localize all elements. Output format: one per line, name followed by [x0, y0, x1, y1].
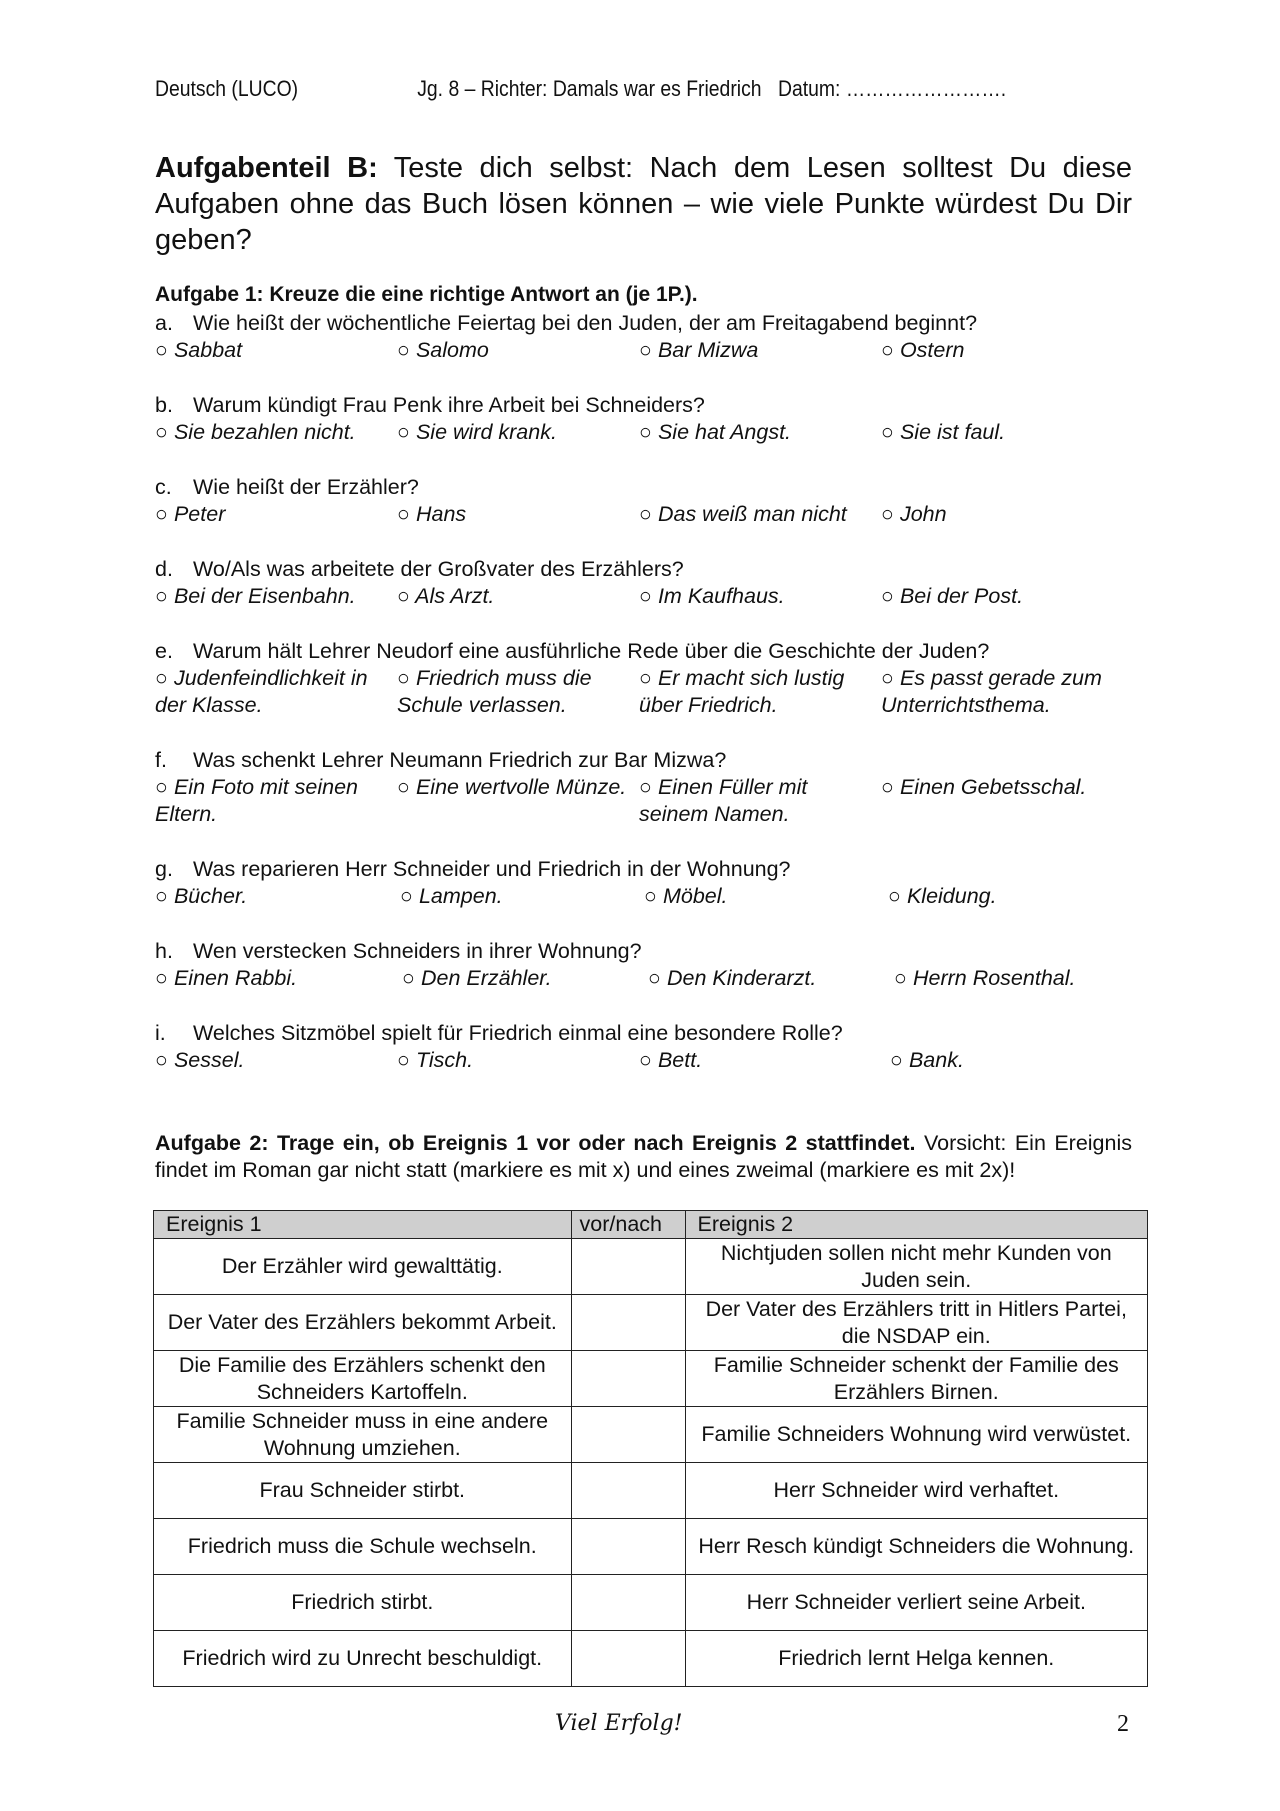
event1-cell: Familie Schneider muss in eine andere Wohnung umziehen.	[154, 1407, 572, 1463]
answer-option[interactable]: ○ Sessel.	[155, 1048, 245, 1072]
answer-option[interactable]: ○ Tisch.	[397, 1048, 474, 1072]
table-row	[154, 1463, 1148, 1519]
answer-option[interactable]: ○ John	[881, 502, 947, 526]
section-description: Teste dich selbst: Nach dem Lesen solltest Du diese Aufgaben ohne das Buch lösen können – wie viele Punkte würdest Du Dir geben?	[155, 152, 1132, 256]
question-letter: e.	[155, 639, 173, 663]
event2-cell: Herr Schneider wird verhaftet.	[685, 1463, 1147, 1519]
question-letter: d.	[155, 557, 173, 581]
question-i	[155, 1020, 1145, 1101]
page-header	[155, 76, 1026, 106]
table-header-row	[154, 1211, 1148, 1239]
question-text: Wie heißt der wöchentliche Feiertag bei den Juden, der am Freitagabend beginnt?	[193, 311, 978, 335]
answer-option[interactable]: ○ Den Kinderarzt.	[648, 966, 817, 990]
answer-option[interactable]: ○ Kleidung.	[888, 884, 997, 908]
event1-cell: Frau Schneider stirbt.	[154, 1463, 572, 1519]
question-letter: f.	[155, 748, 167, 772]
answer-option[interactable]: ○ Möbel.	[644, 884, 728, 908]
question-d	[155, 556, 1145, 637]
column-header-event1: Ereignis 1	[154, 1211, 572, 1239]
event2-cell: Familie Schneiders Wohnung wird verwüstet.	[685, 1407, 1147, 1463]
answer-option[interactable]: ○ Eine wertvolle Münze.	[397, 775, 627, 799]
table-row	[154, 1295, 1148, 1351]
event2-cell: Friedrich lernt Helga kennen.	[685, 1631, 1147, 1687]
table-row	[154, 1631, 1148, 1687]
answer-option[interactable]: ○ Einen Gebetsschal.	[881, 775, 1087, 799]
question-g	[155, 856, 1145, 937]
question-e	[155, 638, 1145, 719]
question-text: Wen verstecken Schneiders in ihrer Wohnung?	[193, 939, 642, 963]
event1-cell: Friedrich wird zu Unrecht beschuldigt.	[154, 1631, 572, 1687]
answer-option[interactable]: ○ Judenfeindlichkeit in der Klasse.	[155, 666, 368, 717]
answer-option[interactable]: ○ Einen Rabbi.	[155, 966, 298, 990]
task2-intro	[155, 1130, 1132, 1184]
answer-option[interactable]: ○ Sie wird krank.	[397, 420, 557, 444]
events-table	[153, 1210, 1148, 1687]
task2-instructions: Vorsicht: Ein Ereignis findet im Roman gar nicht statt (markiere es mit x) und eines zweimal (markiere es mit 2x)!	[155, 1131, 1132, 1182]
answer-option[interactable]: ○ Einen Füller mit seinem Namen.	[639, 775, 808, 826]
event2-cell: Der Vater des Erzählers tritt in Hitlers Partei, die NSDAP ein.	[685, 1295, 1147, 1351]
question-letter: a.	[155, 311, 173, 335]
task2-title: Aufgabe 2: Trage ein, ob Ereignis 1 vor oder nach Ereignis 2 stattfindet.	[155, 1131, 916, 1155]
question-text: Warum hält Lehrer Neudorf eine ausführliche Rede über die Geschichte der Juden?	[193, 639, 990, 663]
question-text: Warum kündigt Frau Penk ihre Arbeit bei Schneiders?	[193, 393, 705, 417]
column-header-before-after: vor/nach	[571, 1211, 685, 1239]
question-letter: g.	[155, 857, 173, 881]
before-after-cell[interactable]	[571, 1631, 685, 1687]
answer-option[interactable]: ○ Sie hat Angst.	[639, 420, 792, 444]
answer-option[interactable]: ○ Peter	[155, 502, 226, 526]
answer-option[interactable]: ○ Salomo	[397, 338, 489, 362]
answer-option[interactable]: ○ Bett.	[639, 1048, 703, 1072]
table-row	[154, 1407, 1148, 1463]
before-after-cell[interactable]	[571, 1407, 685, 1463]
before-after-cell[interactable]	[571, 1295, 685, 1351]
event1-cell: Friedrich muss die Schule wechseln.	[154, 1519, 572, 1575]
answer-option[interactable]: ○ Sabbat	[155, 338, 243, 362]
header-topic: Jg. 8 – Richter: Damals war es Friedrich	[417, 76, 762, 101]
answer-option[interactable]: ○ Bar Mizwa	[639, 338, 759, 362]
table-row	[154, 1519, 1148, 1575]
section-intro	[155, 150, 1132, 258]
signature-text: Viel Erfolg!	[555, 1711, 683, 1736]
question-a	[155, 310, 1145, 391]
before-after-cell[interactable]	[571, 1575, 685, 1631]
answer-option[interactable]: ○ Als Arzt.	[397, 584, 495, 608]
answer-option[interactable]: ○ Es passt gerade zum Unterrichtsthema.	[881, 666, 1102, 717]
before-after-cell[interactable]	[571, 1463, 685, 1519]
before-after-cell[interactable]	[571, 1239, 685, 1295]
answer-option[interactable]: ○ Ein Foto mit seinen Eltern.	[155, 775, 358, 826]
answer-option[interactable]: ○ Er macht sich lustig über Friedrich.	[639, 666, 845, 717]
question-text: Was reparieren Herr Schneider und Friedrich in der Wohnung?	[193, 857, 791, 881]
question-c	[155, 474, 1145, 555]
answer-option[interactable]: ○ Bei der Post.	[881, 584, 1024, 608]
answer-option[interactable]: ○ Lampen.	[400, 884, 503, 908]
question-letter: b.	[155, 393, 173, 417]
event2-cell: Familie Schneider schenkt der Familie des Erzählers Birnen.	[685, 1351, 1147, 1407]
header-date: Datum: …………………….	[778, 76, 1007, 101]
page-number: 2	[1117, 1711, 1129, 1737]
question-h	[155, 938, 1145, 1019]
event1-cell: Der Erzähler wird gewalttätig.	[154, 1239, 572, 1295]
answer-option[interactable]: ○ Sie ist faul.	[881, 420, 1006, 444]
table-row	[154, 1575, 1148, 1631]
section-title: Aufgabenteil B:	[155, 152, 378, 184]
page-footer	[0, 1711, 1280, 1751]
question-text: Welches Sitzmöbel spielt für Friedrich einmal eine besondere Rolle?	[193, 1021, 843, 1045]
answer-option[interactable]: ○ Das weiß man nicht	[639, 502, 847, 526]
question-text: Was schenkt Lehrer Neumann Friedrich zur Bar Mizwa?	[193, 748, 727, 772]
answer-option[interactable]: ○ Friedrich muss die Schule verlassen.	[397, 666, 592, 717]
event1-cell: Die Familie des Erzählers schenkt den Schneiders Kartoffeln.	[154, 1351, 572, 1407]
before-after-cell[interactable]	[571, 1351, 685, 1407]
answer-option[interactable]: ○ Bücher.	[155, 884, 248, 908]
event1-cell: Friedrich stirbt.	[154, 1575, 572, 1631]
task1-title: Aufgabe 1: Kreuze die eine richtige Antwort an (je 1P.).	[155, 283, 698, 306]
event2-cell: Nichtjuden sollen nicht mehr Kunden von Juden sein.	[685, 1239, 1147, 1295]
question-letter: c.	[155, 475, 172, 499]
answer-option[interactable]: ○ Ostern	[881, 338, 965, 362]
question-text: Wie heißt der Erzähler?	[193, 475, 419, 499]
question-b	[155, 392, 1145, 473]
question-text: Wo/Als was arbeitete der Großvater des Erzählers?	[193, 557, 684, 581]
table-row	[154, 1351, 1148, 1407]
question-letter: i.	[155, 1021, 166, 1045]
question-letter: h.	[155, 939, 173, 963]
answer-option[interactable]: ○ Bank.	[890, 1048, 964, 1072]
event2-cell: Herr Schneider verliert seine Arbeit.	[685, 1575, 1147, 1631]
answer-option[interactable]: ○ Hans	[397, 502, 467, 526]
answer-option[interactable]: ○ Herrn Rosenthal.	[894, 966, 1076, 990]
header-subject: Deutsch (LUCO)	[155, 76, 299, 101]
answer-option[interactable]: ○ Sie bezahlen nicht.	[155, 420, 356, 444]
answer-option[interactable]: ○ Bei der Eisenbahn.	[155, 584, 356, 608]
answer-option[interactable]: ○ Im Kaufhaus.	[639, 584, 785, 608]
column-header-event2: Ereignis 2	[685, 1211, 1147, 1239]
event2-cell: Herr Resch kündigt Schneiders die Wohnung.	[685, 1519, 1147, 1575]
event1-cell: Der Vater des Erzählers bekommt Arbeit.	[154, 1295, 572, 1351]
table-row	[154, 1239, 1148, 1295]
question-f	[155, 747, 1145, 828]
before-after-cell[interactable]	[571, 1519, 685, 1575]
answer-option[interactable]: ○ Den Erzähler.	[402, 966, 552, 990]
